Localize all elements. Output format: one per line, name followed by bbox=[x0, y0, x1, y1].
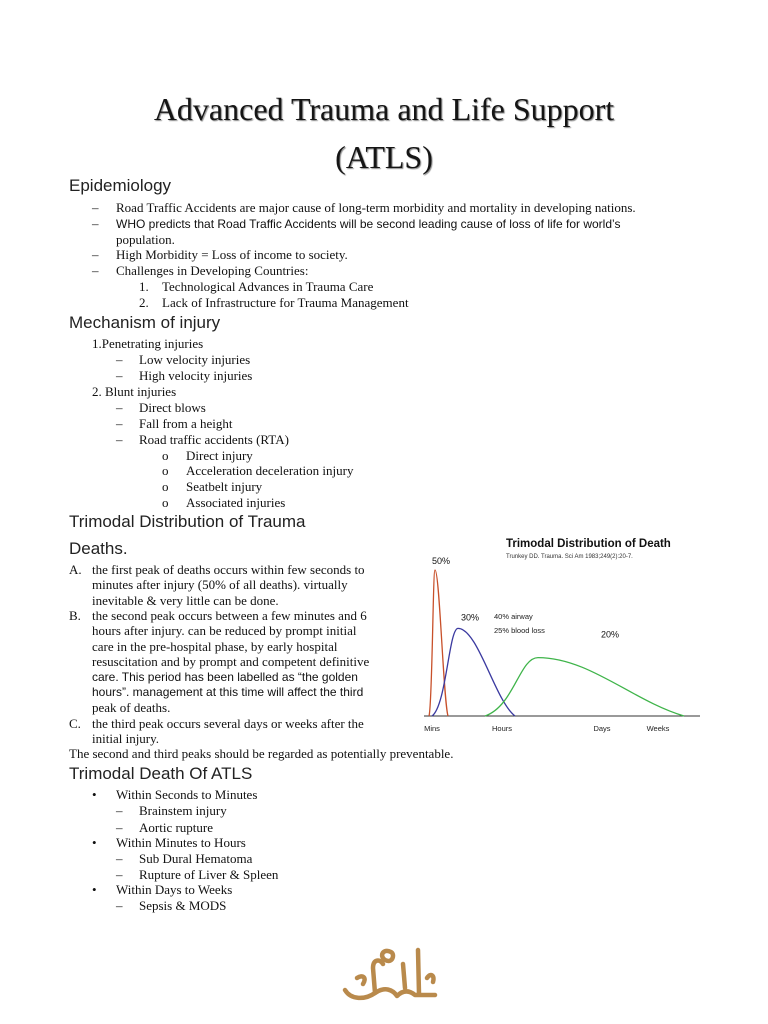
paragraph-line: inevitable & very little can be done. bbox=[92, 592, 279, 608]
epidemiology-item: High Morbidity = Loss of income to society. bbox=[116, 247, 348, 262]
circle-bullet: o bbox=[162, 479, 169, 494]
dash-marker: – bbox=[116, 368, 123, 383]
mechanism-heading: Mechanism of injury bbox=[69, 313, 221, 332]
dash-marker: – bbox=[116, 352, 123, 367]
dash-marker: – bbox=[92, 247, 99, 262]
paragraph-marker-b: B. bbox=[69, 608, 81, 623]
blunt-item: Road traffic accidents (RTA) bbox=[139, 432, 289, 447]
paragraph-c bbox=[92, 716, 364, 747]
atls-item: Sub Dural Hematoma bbox=[139, 851, 253, 866]
paragraph-line: resuscitation and by prompt and competent definitive bbox=[92, 654, 370, 670]
paragraph-line: the second peak occurs between a few minutes and 6 bbox=[92, 608, 367, 623]
x-tick-label: Hours bbox=[491, 724, 513, 733]
dash-marker: – bbox=[92, 216, 99, 231]
epidemiology-item: WHO predicts that Road Traffic Accidents will be second leading cause of loss of life for world’s bbox=[116, 217, 621, 231]
dash-marker: – bbox=[116, 432, 123, 447]
trimodal-heading-line2: Deaths. bbox=[69, 539, 128, 558]
paragraph-line: care. This period has been labelled as “the golden bbox=[92, 669, 358, 684]
penetrating-label: 1.Penetrating injuries bbox=[92, 336, 204, 351]
dash-marker: – bbox=[116, 898, 123, 913]
bullet-marker: • bbox=[92, 882, 97, 897]
dash-marker: – bbox=[116, 416, 123, 431]
rta-item: Acceleration deceleration injury bbox=[186, 463, 354, 478]
atls-item: Aortic rupture bbox=[139, 820, 214, 835]
paragraph-line: minutes after injury (50% of all deaths). virtually bbox=[92, 577, 348, 593]
trimodal-death-chart bbox=[410, 530, 710, 740]
bullet-marker: • bbox=[92, 835, 97, 850]
epidemiology-item: Challenges in Developing Countries: bbox=[116, 263, 309, 278]
circle-bullet: o bbox=[162, 448, 169, 463]
preventable-conclusion: The second and third peaks should be regarded as potentially preventable. bbox=[69, 746, 454, 761]
annotation-blood-loss: 25% blood loss bbox=[494, 626, 545, 635]
epidemiology-item-continued: population. bbox=[116, 232, 175, 247]
paragraph-b bbox=[92, 608, 369, 716]
blunt-item: Direct blows bbox=[139, 400, 206, 415]
atls-item: Sepsis & MODS bbox=[139, 898, 227, 913]
epidemiology-item: Road Traffic Accidents are major cause of long-term morbidity and mortality in developing nations. bbox=[116, 200, 636, 215]
signature-icon bbox=[335, 938, 445, 1013]
paragraph-line: hours”. management at this time will affect the third bbox=[92, 685, 364, 700]
penetrating-item: Low velocity injuries bbox=[139, 352, 251, 367]
dash-marker: – bbox=[92, 200, 99, 215]
blunt-item: Fall from a height bbox=[139, 416, 233, 431]
x-tick-label: Weeks bbox=[646, 724, 670, 733]
paragraph-line: hours after injury. can be reduced by prompt initial bbox=[92, 623, 357, 639]
atls-item: Rupture of Liver & Spleen bbox=[139, 867, 279, 882]
peak-label-1: 50% bbox=[431, 556, 451, 566]
atls-group-label: Within Seconds to Minutes bbox=[116, 787, 258, 802]
atls-item: Brainstem injury bbox=[139, 803, 227, 818]
dash-marker: – bbox=[116, 803, 123, 818]
page-title-line1: Advanced Trauma and Life Support bbox=[153, 91, 615, 127]
atls-group-label: Within Minutes to Hours bbox=[116, 835, 246, 850]
page-title-line2: (ATLS) bbox=[335, 139, 433, 175]
dash-marker: – bbox=[116, 851, 123, 866]
bullet-marker: • bbox=[92, 787, 97, 802]
dash-marker: – bbox=[92, 263, 99, 278]
rta-item: Seatbelt injury bbox=[186, 479, 263, 494]
series-line-3 bbox=[485, 658, 684, 716]
annotation-airway: 40% airway bbox=[494, 612, 533, 621]
paragraph-marker-c: C. bbox=[69, 716, 81, 731]
paragraph-line: initial injury. bbox=[92, 731, 160, 747]
peak-label-3: 20% bbox=[600, 629, 620, 640]
x-tick-label: Days bbox=[593, 724, 611, 733]
paragraph-a bbox=[92, 562, 365, 608]
trimodal-heading-line1: Trimodal Distribution of Trauma bbox=[69, 512, 306, 531]
atls-heading: Trimodal Death Of ATLS bbox=[69, 764, 253, 783]
list-number: 1. bbox=[139, 279, 149, 294]
rta-item: Direct injury bbox=[186, 448, 253, 463]
chart-title: Trimodal Distribution of Death bbox=[506, 538, 671, 550]
paragraph-line: the third peak occurs several days or weeks after the bbox=[92, 716, 364, 731]
challenge-item: Technological Advances in Trauma Care bbox=[162, 279, 374, 294]
x-tick-label: Mins bbox=[424, 724, 440, 733]
epidemiology-heading: Epidemiology bbox=[69, 176, 172, 195]
circle-bullet: o bbox=[162, 495, 169, 510]
chart-subtitle: Trunkey DD. Trauma. Sci Am 1983;249(2):20-7. bbox=[506, 554, 633, 560]
dash-marker: – bbox=[116, 400, 123, 415]
chart-plot-area bbox=[424, 556, 700, 733]
paragraph-line: peak of deaths. bbox=[92, 700, 171, 716]
paragraph-line: care in the pre-hospital phase, by early hospital bbox=[92, 638, 338, 654]
paragraph-line: the first peak of deaths occurs within few seconds to bbox=[92, 562, 365, 577]
peak-label-2: 30% bbox=[460, 612, 480, 623]
circle-bullet: o bbox=[162, 463, 169, 478]
rta-item: Associated injuries bbox=[186, 495, 286, 510]
list-number: 2. bbox=[139, 295, 149, 310]
blunt-label: 2. Blunt injuries bbox=[92, 384, 177, 399]
series-line-1 bbox=[429, 570, 448, 716]
dash-marker: – bbox=[116, 867, 123, 882]
paragraph-marker-a: A. bbox=[69, 562, 82, 577]
penetrating-item: High velocity injuries bbox=[139, 368, 253, 383]
challenge-item: Lack of Infrastructure for Trauma Management bbox=[162, 295, 409, 310]
dash-marker: – bbox=[116, 820, 123, 835]
atls-group-label: Within Days to Weeks bbox=[116, 882, 233, 897]
